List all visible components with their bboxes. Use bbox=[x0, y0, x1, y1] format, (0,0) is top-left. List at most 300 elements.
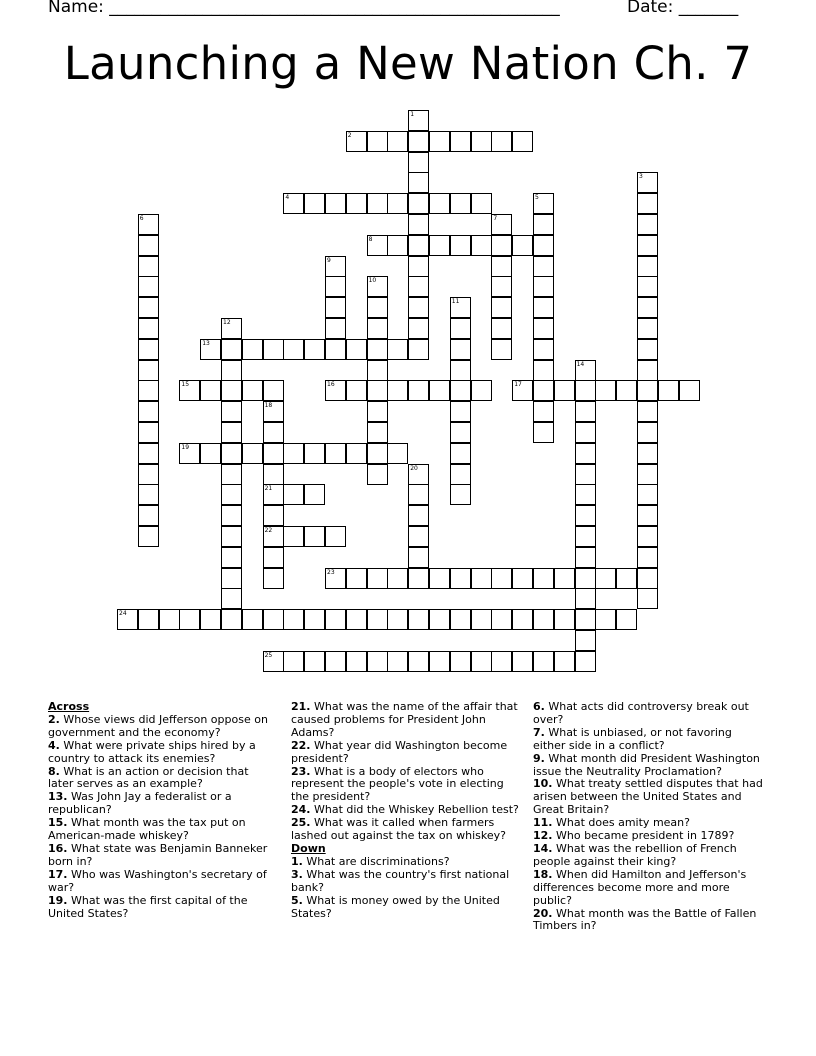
clue-item-number: 7. bbox=[533, 725, 545, 739]
grid-cell[interactable] bbox=[138, 318, 159, 339]
grid-cell[interactable] bbox=[408, 172, 429, 193]
grid-cell[interactable] bbox=[242, 339, 263, 360]
clue-item-number: 14. bbox=[533, 841, 553, 855]
clue-item bbox=[48, 817, 268, 843]
clue-item-text: What month was the Battle of Fallen Timbers in? bbox=[533, 906, 757, 933]
grid-cell[interactable] bbox=[450, 568, 471, 589]
grid-cell[interactable] bbox=[637, 443, 658, 464]
clue-number: 4 bbox=[285, 194, 290, 202]
grid-cell[interactable] bbox=[554, 651, 575, 672]
clue-number: 1 bbox=[410, 111, 415, 118]
clue-item-text: What is a body of electors who represent the people's vote in electing the president? bbox=[291, 764, 504, 804]
clue-item bbox=[533, 843, 763, 869]
grid-cell[interactable] bbox=[429, 609, 450, 630]
grid-cell[interactable] bbox=[263, 464, 284, 485]
grid-cell[interactable] bbox=[138, 484, 159, 505]
grid-cell[interactable] bbox=[595, 380, 616, 401]
clue-item-number: 24. bbox=[291, 803, 311, 817]
grid-cell[interactable] bbox=[408, 214, 429, 235]
grid-cell[interactable] bbox=[408, 505, 429, 526]
grid-cell[interactable] bbox=[221, 339, 242, 360]
grid-cell[interactable] bbox=[138, 401, 159, 422]
grid-cell[interactable] bbox=[533, 651, 554, 672]
clue-item-number: 3. bbox=[291, 867, 303, 881]
grid-cell[interactable] bbox=[575, 505, 596, 526]
clue-number: 20 bbox=[410, 464, 418, 472]
clue-item-number: 13. bbox=[48, 790, 68, 804]
grid-cell[interactable] bbox=[200, 609, 221, 630]
clue-item-number: 25. bbox=[291, 816, 311, 830]
grid-cell[interactable] bbox=[283, 651, 304, 672]
grid-cell[interactable] bbox=[263, 380, 284, 401]
grid-cell[interactable] bbox=[408, 276, 429, 297]
clue-item bbox=[48, 791, 268, 817]
grid-cell[interactable] bbox=[304, 609, 325, 630]
grid-cell[interactable] bbox=[533, 360, 554, 381]
grid-cell[interactable] bbox=[637, 380, 658, 401]
grid-cell[interactable] bbox=[325, 339, 346, 360]
clue-item bbox=[291, 895, 521, 921]
grid-cell[interactable] bbox=[491, 339, 512, 360]
grid-cell[interactable] bbox=[242, 380, 263, 401]
grid-cell[interactable] bbox=[408, 131, 429, 152]
grid-cell[interactable] bbox=[263, 609, 284, 630]
grid-cell[interactable] bbox=[637, 568, 658, 589]
grid-cell[interactable] bbox=[408, 568, 429, 589]
grid-cell[interactable] bbox=[263, 505, 284, 526]
grid-cell[interactable] bbox=[346, 380, 367, 401]
clue-item bbox=[48, 766, 268, 792]
grid-cell[interactable] bbox=[616, 609, 637, 630]
grid-cell[interactable] bbox=[575, 547, 596, 568]
clue-item-number: 4. bbox=[48, 738, 60, 752]
grid-cell[interactable] bbox=[408, 526, 429, 547]
clue-item-text: What does amity mean? bbox=[556, 816, 690, 830]
grid-cell[interactable] bbox=[512, 131, 533, 152]
grid-cell[interactable] bbox=[491, 131, 512, 152]
grid-cell[interactable] bbox=[408, 297, 429, 318]
grid-cell[interactable] bbox=[408, 339, 429, 360]
grid-cell[interactable] bbox=[221, 443, 242, 464]
grid-cell[interactable] bbox=[450, 318, 471, 339]
grid-cell[interactable] bbox=[408, 651, 429, 672]
grid-cell[interactable] bbox=[575, 422, 596, 443]
grid-cell[interactable] bbox=[283, 339, 304, 360]
clue-number: 24 bbox=[119, 610, 127, 618]
clue-item-number: 8. bbox=[48, 764, 60, 778]
grid-cell[interactable] bbox=[367, 193, 388, 214]
grid-cell[interactable] bbox=[138, 464, 159, 485]
grid-cell[interactable] bbox=[367, 339, 388, 360]
grid-cell[interactable] bbox=[471, 193, 492, 214]
grid-cell[interactable] bbox=[471, 651, 492, 672]
clue-item-text: What are discriminations? bbox=[306, 854, 450, 868]
grid-cell[interactable] bbox=[512, 609, 533, 630]
grid-cell[interactable] bbox=[221, 588, 242, 609]
grid-cell[interactable] bbox=[387, 443, 408, 464]
grid-cell[interactable] bbox=[533, 339, 554, 360]
clue-item bbox=[291, 817, 521, 843]
grid-cell[interactable] bbox=[367, 651, 388, 672]
grid-cell[interactable] bbox=[575, 464, 596, 485]
grid-cell[interactable] bbox=[637, 276, 658, 297]
clue-item-number: 20. bbox=[533, 906, 553, 920]
grid-cell[interactable] bbox=[179, 609, 200, 630]
grid-cell[interactable] bbox=[450, 339, 471, 360]
grid-cell[interactable] bbox=[408, 484, 429, 505]
clue-item bbox=[48, 714, 268, 740]
grid-cell[interactable] bbox=[429, 193, 450, 214]
clue-item-number: 12. bbox=[533, 829, 553, 843]
grid-cell[interactable] bbox=[367, 609, 388, 630]
clue-number: 25 bbox=[264, 651, 273, 659]
clue-item-number: 16. bbox=[48, 841, 68, 855]
grid-cell[interactable] bbox=[200, 380, 221, 401]
grid-cell[interactable] bbox=[491, 297, 512, 318]
clue-section-heading: Down bbox=[291, 841, 326, 855]
grid-cell[interactable] bbox=[221, 401, 242, 422]
clue-item bbox=[48, 740, 268, 766]
grid-cell[interactable] bbox=[221, 547, 242, 568]
grid-cell[interactable] bbox=[304, 193, 325, 214]
grid-cell[interactable] bbox=[138, 380, 159, 401]
grid-cell[interactable] bbox=[450, 401, 471, 422]
clue-item bbox=[291, 766, 521, 805]
grid-cell[interactable] bbox=[554, 380, 575, 401]
grid-cell[interactable] bbox=[325, 276, 346, 297]
grid-cell[interactable] bbox=[283, 443, 304, 464]
grid-cell[interactable] bbox=[408, 193, 429, 214]
grid-cell[interactable] bbox=[450, 131, 471, 152]
grid-cell[interactable] bbox=[221, 526, 242, 547]
worksheet-title: Launching a New Nation Ch. 7 bbox=[63, 37, 753, 90]
clue-item-text: Whose views did Jefferson oppose on government and the economy? bbox=[48, 712, 268, 739]
grid-cell[interactable] bbox=[575, 380, 596, 401]
grid-cell[interactable] bbox=[658, 380, 679, 401]
grid-cell[interactable] bbox=[221, 484, 242, 505]
grid-cell[interactable] bbox=[637, 484, 658, 505]
grid-cell[interactable] bbox=[304, 651, 325, 672]
grid-cell[interactable] bbox=[346, 443, 367, 464]
grid-cell[interactable] bbox=[304, 339, 325, 360]
clue-number: 3 bbox=[639, 173, 643, 181]
grid-cell[interactable] bbox=[575, 609, 596, 630]
grid-cell[interactable] bbox=[367, 443, 388, 464]
grid-cell[interactable] bbox=[263, 547, 284, 568]
clue-item bbox=[291, 701, 521, 740]
clue-number: 2 bbox=[347, 131, 352, 139]
grid-cell[interactable] bbox=[533, 214, 554, 235]
grid-cell[interactable] bbox=[367, 568, 388, 589]
grid-cell[interactable] bbox=[138, 235, 159, 256]
clue-item-text: What was the first capital of the United States? bbox=[48, 893, 248, 920]
grid-cell[interactable] bbox=[367, 380, 388, 401]
grid-cell[interactable] bbox=[533, 568, 554, 589]
grid-cell[interactable] bbox=[533, 276, 554, 297]
grid-cell[interactable] bbox=[387, 339, 408, 360]
grid-cell[interactable] bbox=[637, 256, 658, 277]
grid-cell[interactable] bbox=[346, 568, 367, 589]
grid-cell[interactable] bbox=[637, 401, 658, 422]
grid-cell[interactable] bbox=[637, 214, 658, 235]
grid-cell[interactable] bbox=[637, 235, 658, 256]
grid-cell[interactable] bbox=[533, 318, 554, 339]
clue-item-number: 2. bbox=[48, 712, 60, 726]
grid-cell[interactable] bbox=[221, 505, 242, 526]
grid-cell[interactable] bbox=[138, 297, 159, 318]
grid-cell[interactable] bbox=[263, 422, 284, 443]
grid-cell[interactable] bbox=[595, 609, 616, 630]
grid-cell[interactable] bbox=[138, 526, 159, 547]
grid-cell[interactable] bbox=[263, 339, 284, 360]
grid-cell[interactable] bbox=[387, 651, 408, 672]
name-field-label: Name: _____________________________________________________ bbox=[48, 0, 560, 17]
grid-cell[interactable] bbox=[637, 193, 658, 214]
clue-item-text: What year did Washington become president? bbox=[291, 738, 508, 765]
grid-cell[interactable] bbox=[512, 568, 533, 589]
clue-item-text: What state was Benjamin Banneker born in? bbox=[48, 841, 268, 868]
grid-cell[interactable] bbox=[575, 568, 596, 589]
grid-cell[interactable] bbox=[554, 609, 575, 630]
clues-column-3 bbox=[533, 701, 763, 933]
grid-cell[interactable] bbox=[221, 609, 242, 630]
grid-cell[interactable] bbox=[512, 235, 533, 256]
clue-item-number: 21. bbox=[291, 700, 311, 713]
grid-cell[interactable] bbox=[408, 547, 429, 568]
grid-cell[interactable] bbox=[533, 401, 554, 422]
grid-cell[interactable] bbox=[325, 609, 346, 630]
grid-cell[interactable] bbox=[575, 401, 596, 422]
grid-cell[interactable] bbox=[242, 443, 263, 464]
clue-item bbox=[48, 869, 268, 895]
grid-cell[interactable] bbox=[533, 235, 554, 256]
grid-cell[interactable] bbox=[450, 609, 471, 630]
grid-cell[interactable] bbox=[450, 360, 471, 381]
clue-number: 13 bbox=[202, 339, 210, 347]
grid-cell[interactable] bbox=[138, 609, 159, 630]
clue-item-text: What treaty settled disputes that had arisen between the United States and Great Britain? bbox=[533, 777, 763, 817]
grid-cell[interactable] bbox=[325, 443, 346, 464]
grid-cell[interactable] bbox=[491, 609, 512, 630]
grid-cell[interactable] bbox=[325, 526, 346, 547]
clue-item bbox=[533, 908, 763, 934]
grid-cell[interactable] bbox=[554, 568, 575, 589]
grid-cell[interactable] bbox=[283, 484, 304, 505]
grid-cell[interactable] bbox=[200, 443, 221, 464]
grid-cell[interactable] bbox=[387, 568, 408, 589]
grid-cell[interactable] bbox=[304, 526, 325, 547]
clue-number: 17 bbox=[514, 381, 522, 389]
clue-item-text: What was the name of the affair that caused problems for President John Adams? bbox=[291, 700, 518, 739]
grid-cell[interactable] bbox=[450, 484, 471, 505]
grid-cell[interactable] bbox=[450, 380, 471, 401]
grid-cell[interactable] bbox=[367, 464, 388, 485]
clue-item-text: What month was the tax put on American-made whiskey? bbox=[48, 816, 246, 843]
grid-cell[interactable] bbox=[450, 651, 471, 672]
clue-item-number: 10. bbox=[533, 777, 553, 791]
clue-number: 19 bbox=[181, 443, 190, 451]
grid-cell[interactable] bbox=[408, 256, 429, 277]
grid-cell[interactable] bbox=[367, 297, 388, 318]
grid-cell[interactable] bbox=[450, 464, 471, 485]
grid-cell[interactable] bbox=[471, 131, 492, 152]
grid-cell[interactable] bbox=[325, 297, 346, 318]
grid-cell[interactable] bbox=[637, 360, 658, 381]
grid-cell[interactable] bbox=[637, 422, 658, 443]
grid-cell[interactable] bbox=[408, 235, 429, 256]
grid-cell[interactable] bbox=[387, 235, 408, 256]
grid-cell[interactable] bbox=[637, 526, 658, 547]
grid-cell[interactable] bbox=[221, 380, 242, 401]
grid-cell[interactable] bbox=[533, 380, 554, 401]
grid-cell[interactable] bbox=[408, 380, 429, 401]
grid-cell[interactable] bbox=[387, 380, 408, 401]
clue-number: 18 bbox=[264, 402, 273, 410]
grid-cell[interactable] bbox=[429, 131, 450, 152]
clue-item bbox=[533, 701, 763, 727]
grid-cell[interactable] bbox=[263, 568, 284, 589]
grid-cell[interactable] bbox=[575, 651, 596, 672]
grid-cell[interactable] bbox=[429, 651, 450, 672]
grid-cell[interactable] bbox=[138, 360, 159, 381]
grid-cell[interactable] bbox=[346, 193, 367, 214]
clue-item bbox=[48, 895, 268, 921]
grid-cell[interactable] bbox=[304, 443, 325, 464]
clue-item-number: 11. bbox=[533, 816, 553, 830]
grid-cell[interactable] bbox=[325, 318, 346, 339]
grid-cell[interactable] bbox=[138, 256, 159, 277]
grid-cell[interactable] bbox=[138, 505, 159, 526]
grid-cell[interactable] bbox=[533, 422, 554, 443]
grid-cell[interactable] bbox=[387, 609, 408, 630]
grid-cell[interactable] bbox=[325, 193, 346, 214]
grid-cell[interactable] bbox=[491, 568, 512, 589]
clue-item-number: 19. bbox=[48, 893, 68, 907]
grid-cell[interactable] bbox=[450, 235, 471, 256]
clue-number: 8 bbox=[368, 235, 373, 243]
grid-cell[interactable] bbox=[533, 256, 554, 277]
grid-cell[interactable] bbox=[221, 464, 242, 485]
grid-cell[interactable] bbox=[367, 422, 388, 443]
grid-cell[interactable] bbox=[450, 443, 471, 464]
grid-cell[interactable] bbox=[575, 443, 596, 464]
clue-item bbox=[291, 740, 521, 766]
grid-cell[interactable] bbox=[595, 568, 616, 589]
grid-cell[interactable] bbox=[575, 484, 596, 505]
clue-item-number: 9. bbox=[533, 751, 545, 765]
grid-cell[interactable] bbox=[304, 484, 325, 505]
grid-cell[interactable] bbox=[221, 360, 242, 381]
grid-cell[interactable] bbox=[283, 609, 304, 630]
clue-item-number: 17. bbox=[48, 867, 68, 881]
grid-cell[interactable] bbox=[616, 568, 637, 589]
grid-cell[interactable] bbox=[325, 651, 346, 672]
clue-item bbox=[533, 778, 763, 817]
grid-cell[interactable] bbox=[575, 630, 596, 651]
grid-cell[interactable] bbox=[367, 131, 388, 152]
grid-cell[interactable] bbox=[491, 235, 512, 256]
grid-cell[interactable] bbox=[533, 609, 554, 630]
grid-cell[interactable] bbox=[221, 422, 242, 443]
clue-item-text: What acts did controversy break out over? bbox=[533, 700, 749, 726]
clue-number: 7 bbox=[493, 215, 498, 222]
grid-cell[interactable] bbox=[575, 526, 596, 547]
clue-item bbox=[533, 869, 763, 908]
grid-cell[interactable] bbox=[616, 380, 637, 401]
grid-cell[interactable] bbox=[429, 568, 450, 589]
clue-number: 10 bbox=[368, 277, 377, 285]
grid-cell[interactable] bbox=[637, 297, 658, 318]
grid-cell[interactable] bbox=[637, 339, 658, 360]
grid-cell[interactable] bbox=[367, 401, 388, 422]
grid-cell[interactable] bbox=[138, 339, 159, 360]
grid-cell[interactable] bbox=[637, 318, 658, 339]
grid-cell[interactable] bbox=[221, 568, 242, 589]
grid-cell[interactable] bbox=[512, 651, 533, 672]
grid-cell[interactable] bbox=[491, 256, 512, 277]
grid-cell[interactable] bbox=[367, 360, 388, 381]
grid-cell[interactable] bbox=[637, 505, 658, 526]
grid-cell[interactable] bbox=[637, 547, 658, 568]
grid-cell[interactable] bbox=[367, 318, 388, 339]
grid-cell[interactable] bbox=[263, 443, 284, 464]
clue-number: 22 bbox=[264, 527, 273, 534]
grid-cell[interactable] bbox=[429, 380, 450, 401]
grid-cell[interactable] bbox=[387, 131, 408, 152]
grid-cell[interactable] bbox=[429, 235, 450, 256]
clue-item bbox=[48, 843, 268, 869]
grid-cell[interactable] bbox=[408, 152, 429, 173]
grid-cell[interactable] bbox=[408, 318, 429, 339]
clue-number: 15 bbox=[181, 381, 190, 389]
grid-cell[interactable] bbox=[408, 609, 429, 630]
grid-cell[interactable] bbox=[450, 193, 471, 214]
grid-cell[interactable] bbox=[491, 651, 512, 672]
grid-cell[interactable] bbox=[346, 609, 367, 630]
grid-cell[interactable] bbox=[471, 568, 492, 589]
grid-cell[interactable] bbox=[491, 276, 512, 297]
grid-cell[interactable] bbox=[575, 588, 596, 609]
grid-cell[interactable] bbox=[138, 422, 159, 443]
clue-number: 21 bbox=[264, 485, 273, 493]
clue-item-number: 18. bbox=[533, 867, 553, 881]
grid-cell[interactable] bbox=[283, 526, 304, 547]
grid-cell[interactable] bbox=[679, 380, 700, 401]
grid-cell[interactable] bbox=[387, 193, 408, 214]
date-field-label: Date: _______ bbox=[627, 0, 739, 17]
clue-item-text: What did the Whiskey Rebellion test? bbox=[314, 803, 519, 817]
clue-item bbox=[533, 753, 763, 779]
grid-cell[interactable] bbox=[159, 609, 180, 630]
grid-cell[interactable] bbox=[138, 443, 159, 464]
grid-cell[interactable] bbox=[471, 235, 492, 256]
grid-cell[interactable] bbox=[533, 297, 554, 318]
grid-cell[interactable] bbox=[471, 380, 492, 401]
grid-cell[interactable] bbox=[450, 422, 471, 443]
grid-cell[interactable] bbox=[637, 588, 658, 609]
clue-item-text: What is unbiased, or not favoring either side in a conflict? bbox=[533, 725, 732, 752]
grid-cell[interactable] bbox=[471, 609, 492, 630]
grid-cell[interactable] bbox=[242, 609, 263, 630]
grid-cell[interactable] bbox=[346, 651, 367, 672]
grid-cell[interactable] bbox=[346, 339, 367, 360]
grid-cell[interactable] bbox=[491, 318, 512, 339]
clue-item bbox=[291, 869, 521, 895]
clue-number: 9 bbox=[327, 256, 331, 264]
grid-cell[interactable] bbox=[637, 464, 658, 485]
clue-item-text: What is an action or decision that later serves as an example? bbox=[48, 764, 249, 791]
grid-cell[interactable] bbox=[138, 276, 159, 297]
